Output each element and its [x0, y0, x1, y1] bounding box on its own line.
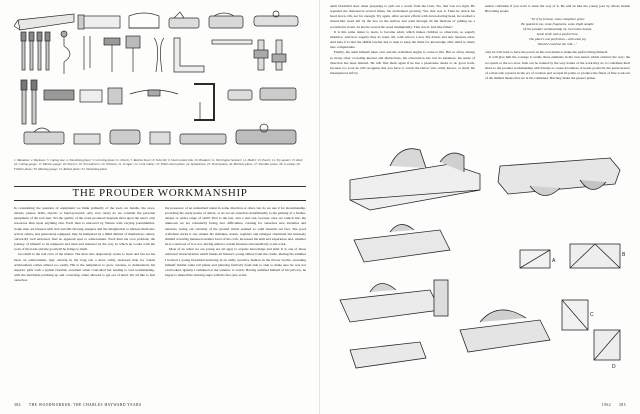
right-footer	[602, 403, 626, 407]
figure-label-d: D	[612, 364, 616, 370]
paragraph: It is this same desire to learn, to become adult, which makes children so observant, so eagerly imitative. And how eagerly they do learn, till, with school, a new life dawns and new tensions arise. And here it is that the skilful teacher has to help to keep the thirst for knowledge alive amid so many new complexities.	[330, 29, 475, 50]
plane-diagrams-drawing	[330, 140, 630, 385]
paragraph: earlier craftsmen if you want to learn the way of it. He will be like the young poet by whose mouth Browning spoke:	[485, 4, 630, 14]
figure-label-c: C	[590, 312, 594, 318]
paragraph: adult blackbird does when preparing to pull out a worm from the lawn. No, that was not right. He repeated the manoeuvre several times, his excitement growing. Yes, that was it. Then he struck his head down. Oh, not far enough. Try again. After several efforts with down-darting head, he reached a thread-like weed left by the hoe on the surface and went through all the motions of pulling up a recalcitrant worm. At last he waved the weed triumphantly. That was it. Just like father!	[330, 4, 475, 29]
paragraph: only he will want to have the power in his own hands to make the perfect thing himself.	[485, 50, 608, 55]
left-column-1	[14, 206, 155, 283]
figure-label-b: B	[622, 252, 626, 258]
right-page	[320, 0, 640, 414]
tool-illustration-plate	[14, 10, 306, 160]
paragraph: It will give him the courage to tackle those elements in his own nature which obstruct the way: the too quick or the too slow, both can be trained by the very nature of the work they do to contribute their share to the prouder workmanship which helps to create loveliness. It needs goodwill, the perseverance of a man who rejoices in the act of creation and accepts its pains, to produce the finest of fine work out of the limited means that are at his command. But they make the greater praise.	[485, 55, 630, 81]
paragraph: Most of us when we are young are all agog to acquire knowledge and skill. It is one of those universal characteristics which marks all Nature's young almost from the cradle. During the summer I noticed a young blackbird behaving in an oddly secretive fashion in the flower border, screening himself behind some tall plants and glancing furtively from side to side to make sure he was not overlooked. Quietly I remained at the window to watch. Having satisfied himself of his privacy, he began to make little dancing steps with his feet, just as the	[165, 247, 306, 278]
page-number: 385	[619, 403, 626, 407]
page-number: 384	[14, 403, 21, 407]
running-footer: THE WOODWORKER: THE CHARLES HAYWARD YEARS	[28, 403, 142, 407]
year: 1962	[601, 403, 612, 407]
left-column-2	[165, 206, 306, 283]
left-text-columns	[14, 206, 306, 283]
right-column-1	[330, 4, 475, 81]
article-heading: THE PROUDER WORKMANSHIP	[72, 187, 248, 199]
verse-line: The place's one perfection—with what joy	[529, 37, 586, 42]
poem-quote	[485, 17, 630, 47]
verse-line: Some strife with a perfect line,	[536, 32, 579, 37]
paragraph: Goodwill is the real crux of the matter. The man who desperately wants to learn and has set his heart on achievement, may outstrip in the long run a more richly endowed man for whom achievement comes almost too easily. His is the temptation to grow careless, to demonstrate his superior gifts with a stylish flourish, excellent when controlled but leading to bad workmanship, with the inevitable patching up and correcting, when allowed to get out of hand. We all like to feel ourselves	[14, 252, 155, 283]
woodworking-tools-drawing	[14, 10, 306, 160]
right-text-columns	[330, 4, 630, 81]
verse-line: Be spared to me, some fragments, some slight sample	[521, 22, 594, 27]
heading-rule-bottom	[14, 200, 306, 201]
plane-technique-figure	[330, 140, 630, 385]
right-column-2	[485, 4, 630, 81]
plate-caption: 1. Mandzaw; 2. Backsaw; 3. Coping saw; 4. Smoothing plane; 5. Grooving plane; 6. Chisels; 7. Ratchet brace; 8. Twist bit; 9. Snail countersink; 10. Bradawl; 11. Warrington hammer; 12. Mallet; 13. Punch; 14. Try-square; 15. Rule; 16. Cutting-gauge; 17. Mortise gauge; 18. Pincers; 19. Screwdrivers; 20. Oilstone; 21. Scraper; 22. Cork rubber; 23. Pillar-return plane; 24. Spokeshave; 25. Pencil plane; 26. Bullnose plane; 27. Shoulder plane; 28. G-clamp; 29. Fillister plane; 30. Marking gauge; 31. Rebate plane; 32. Smoothing plane	[14, 158, 304, 171]
figure-label-a: A	[552, 258, 556, 264]
verse-line: Of the prouder workmanship my own home boasts,	[522, 27, 592, 32]
paragraph: In considering the question of equipment we think primarily of the tools we handle, the saws, chisels, planes, drills, electric or hand-powered: only very rarely do we consider the personal equipment of the tool user. Yet the quality of the work produced depends most upon the user's own resources than upon anything else. Each man is endowed by Nature with varying potentialities. Some men are blessed with rich and full-flowing energies and the imagination to harness them into action; others, less generously equipped, may be hampered by a timid distrust of themselves; others, outwardly well endowed, find no apparent spur to achievement. Each man his own problem, the journey of himself to be tempered and tried and matured by the way in which he works with the tools of his trade and the goodwill he brings to them.	[14, 206, 155, 252]
paragraph: Finally, the adult himself takes over and the craftsman begins to come to life. But so often, among so many other crowding interest and distractions, his observation has lost its keenness, his sense of direction has been blunted. He will find them again if he has a passionate desire to do good work, because too soon he will recognise that you have to watch the fellow who really knows, or study the masterpieces left by	[330, 50, 475, 76]
left-footer	[14, 403, 150, 407]
verse-line: Would I enshrine the relic..."	[538, 42, 577, 47]
paragraph: the possessor of an undoubted talent in some direction or other, but do we use it for showmanship, providing the ready praise of others, or do we set ourselves determinedly to the gaining of a further, deeper or wider range of skill? That is the test, and a real one, because once we launch into the unknown we are voluntarily facing new difficulties, creating for ourselves new anxieties and tensions, losing our certainty of the ground which seemed so solid beneath our feet. The good craftsman sticks it out, makes his mistakes, learns, registers and emerges chastened but intensely thrilled at having mastered another facet of his craft, increased his skill and experience and, whether he is conscious of it or not, having added a certain fineness and sensitivity to his work.	[165, 206, 306, 247]
verse-line: "Or if by fortune, some completer grace	[530, 17, 585, 22]
